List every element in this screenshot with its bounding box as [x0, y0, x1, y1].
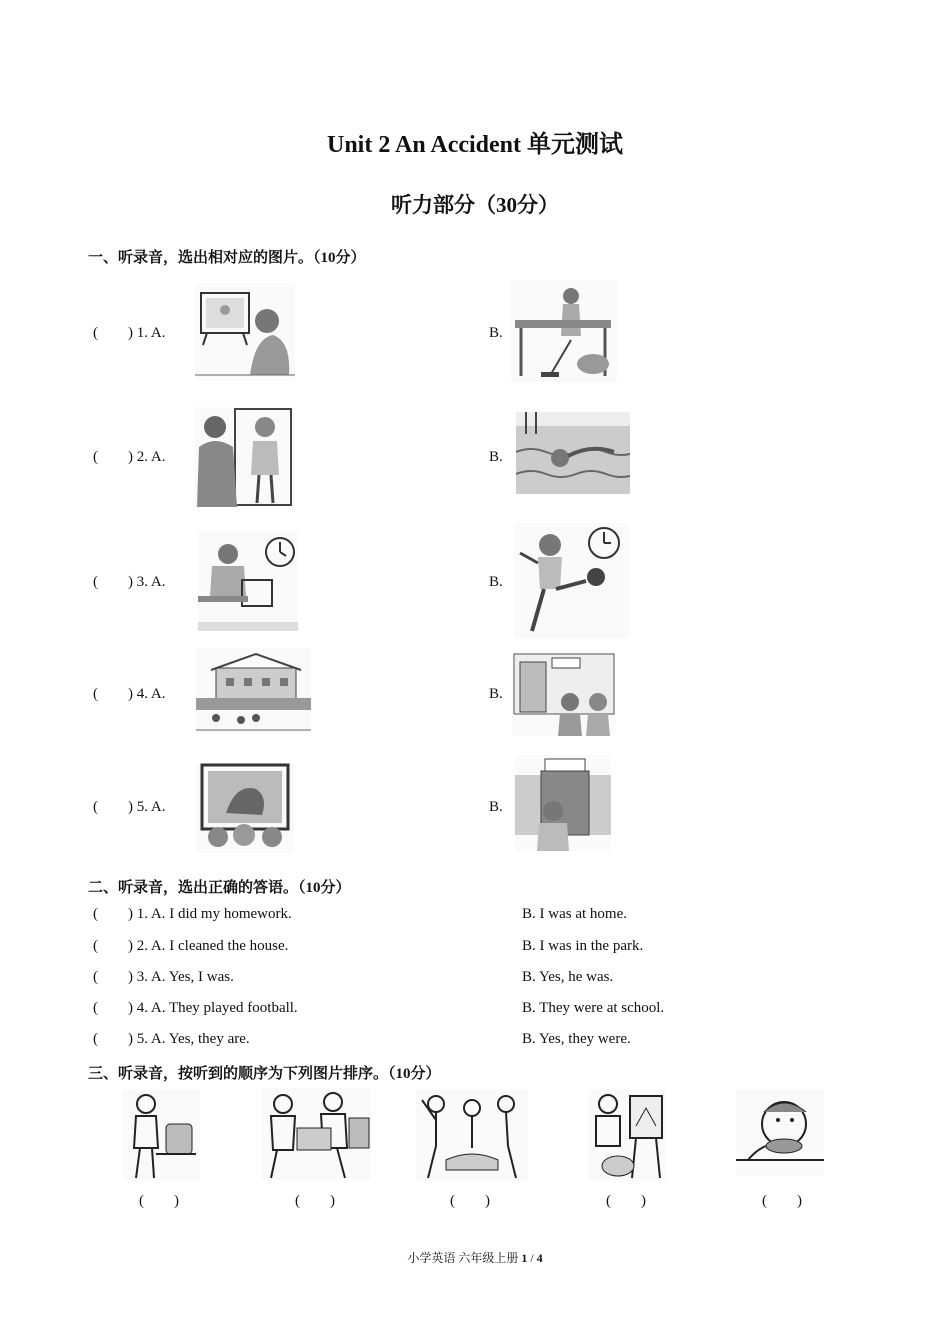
page-footer: [0, 1249, 950, 1266]
q1-option-b: B.: [489, 325, 503, 341]
q1-number: ( ) 1. A.: [93, 325, 166, 341]
cinema-screen-icon[interactable]: [196, 763, 294, 853]
school-gate-icon[interactable]: [196, 648, 311, 733]
swimming-icon[interactable]: [516, 412, 630, 494]
s2-q2-option-b: B. I was in the park.: [522, 938, 644, 954]
park-gate-icon[interactable]: [515, 755, 611, 851]
section1-heading: 一、听录音，选出相对应的图片。（10分）: [88, 250, 366, 266]
boy-packing-box-icon[interactable]: [198, 532, 298, 631]
q5-number: ( ) 5. A.: [93, 799, 166, 815]
s2-q4-option-b: B. They were at school.: [522, 1000, 665, 1016]
store-entrance-icon[interactable]: [512, 652, 616, 736]
s2-q1-option-b: B. I was at home.: [522, 906, 627, 922]
s2-q4-option-a: ( ) 4. A. They played football.: [93, 1000, 298, 1016]
boy-eating-icon[interactable]: [736, 1090, 824, 1176]
boy-painting-icon[interactable]: [588, 1090, 666, 1180]
q2-option-b: B.: [489, 449, 503, 465]
section3-heading: 三、听录音，按听到的顺序为下列图片排序。（10分）: [88, 1066, 441, 1082]
q3-option-b: B.: [489, 574, 503, 590]
s2-q3-option-a: ( ) 3. A. Yes, I was.: [93, 969, 234, 985]
kids-dancing-icon[interactable]: [416, 1090, 528, 1180]
order-blank-3[interactable]: ( ): [450, 1193, 490, 1209]
q3-number: ( ) 3. A.: [93, 574, 166, 590]
page-separator: /: [527, 1251, 537, 1265]
vacuum-cleaning-icon[interactable]: [511, 280, 617, 382]
s2-q5-option-a: ( ) 5. A. Yes, they are.: [93, 1031, 250, 1047]
s2-q5-option-b: B. Yes, they were.: [522, 1031, 631, 1047]
footer-label: 小学英语 六年级上册: [407, 1251, 522, 1265]
section2-heading: 二、听录音，选出正确的答语。（10分）: [88, 880, 351, 896]
order-blank-4[interactable]: ( ): [606, 1193, 646, 1209]
order-blank-2[interactable]: ( ): [295, 1193, 335, 1209]
order-blank-1[interactable]: ( ): [139, 1193, 179, 1209]
q2-number: ( ) 2. A.: [93, 449, 166, 465]
order-blank-5[interactable]: ( ): [762, 1193, 802, 1209]
section-subtitle: 听力部分（30分）: [391, 193, 559, 217]
page-total: 4: [536, 1251, 543, 1265]
s2-q1-option-a: ( ) 1. A. I did my homework.: [93, 906, 292, 922]
two-kids-carrying-bags-icon[interactable]: [261, 1088, 371, 1180]
q5-option-b: B.: [489, 799, 503, 815]
s2-q2-option-a: ( ) 2. A. I cleaned the house.: [93, 938, 289, 954]
s2-q3-option-b: B. Yes, he was.: [522, 969, 614, 985]
friends-at-door-icon[interactable]: [195, 407, 295, 507]
page-title: Unit 2 An Accident 单元测试: [326, 132, 623, 158]
tv-watching-icon[interactable]: [195, 283, 295, 381]
q4-option-b: B.: [489, 686, 503, 702]
page-number: 1: [521, 1251, 528, 1265]
boy-playing-football-icon[interactable]: [514, 523, 629, 638]
boy-with-backpack-icon[interactable]: [122, 1090, 200, 1180]
q4-number: ( ) 4. A.: [93, 686, 166, 702]
